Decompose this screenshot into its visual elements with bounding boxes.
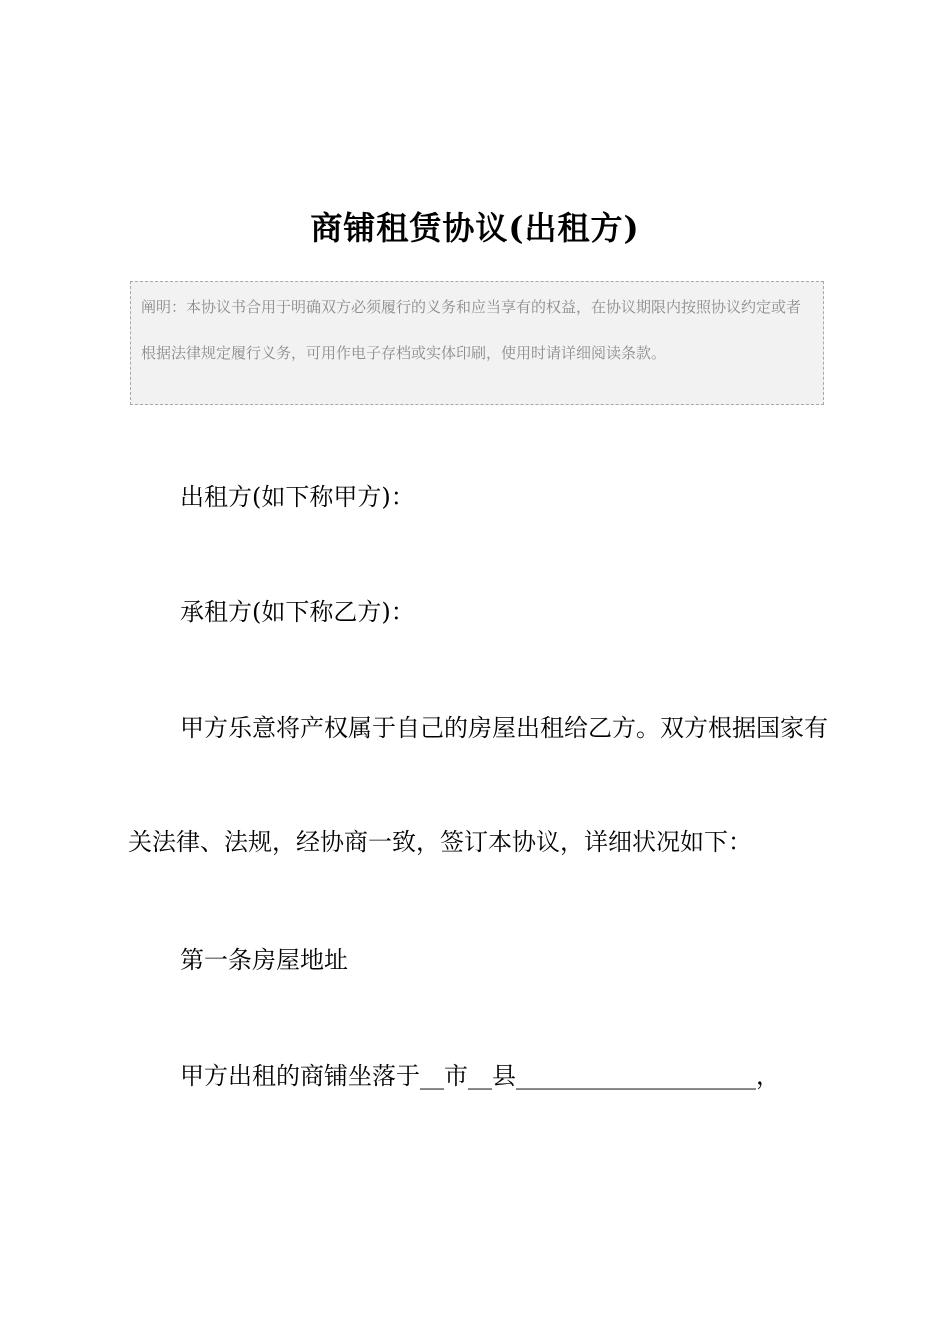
notice-text: 阐明：本协议书合用于明确双方必须履行的义务和应当享有的权益，在协议期限内按照协议约定或者根据法律规定履行义务，可用作电子存档或实体印刷，使用时请详细阅读条款。 (141, 298, 802, 362)
article1-heading: 第一条房屋地址 (180, 946, 348, 974)
notice-box (130, 281, 824, 405)
page-title: 商铺租赁协议(出租方) (310, 209, 640, 248)
intro-paragraph: 甲方乐意将产权属于自己的房屋出租给乙方。双方根据国家有关法律、法规，经协商一致，签订本协议，详细状况如下： (128, 714, 828, 856)
lessee-line: 承租方(如下称乙方)： (180, 598, 415, 626)
article1-text: 甲方出租的商铺坐落于__市__县____________________， (180, 1062, 780, 1090)
lessor-line: 出租方(如下称甲方)： (180, 483, 415, 511)
